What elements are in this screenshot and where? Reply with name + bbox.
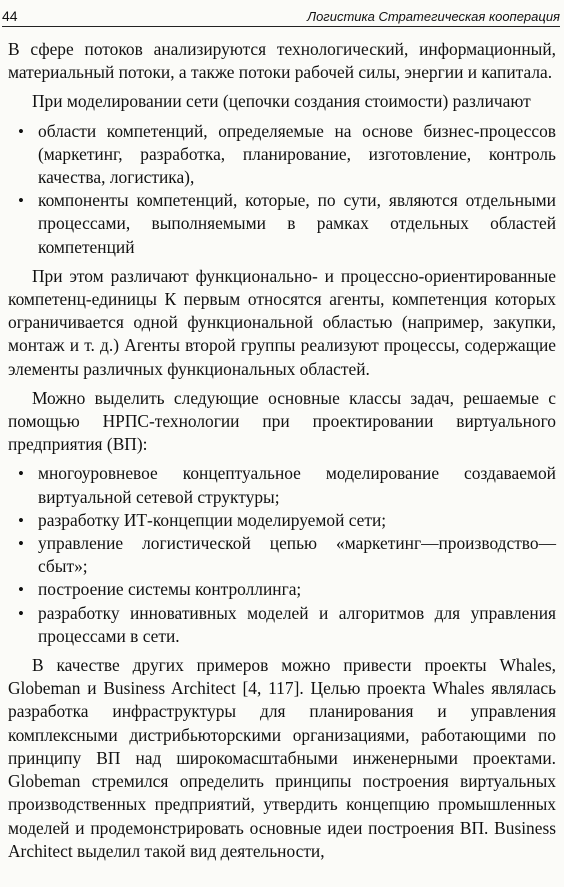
list-item: • управление логистической цепью «маркетинг—производство—сбыт»; <box>8 532 556 578</box>
paragraph: При моделировании сети (цепочки создания стоимости) различают <box>32 91 531 112</box>
paragraph: В сфере потоков анализируются технологический, информационный, материальный потоки, а также потоки рабочей силы, энергии и капитала. <box>8 39 556 83</box>
paragraph: В качестве других примеров можно привести проекты Whales, Globeman и Business Architect [4, 117]. Целью проекта Whales являлась разработка инфраструктуры для планирования и управления комплексными дистрибьюторскими организациями, работающими по принципу ВП над широкомасштабными инженерными проектами. Globeman стремился определить принципы построения виртуальных производственных предприятий, утвердить концепцию промышленных моделей и продемонстрировать основные идеи построения ВП. Business Architect выделил такой вид деятельности, <box>8 655 556 861</box>
list-item: • области компетенций, определяемые на основе бизнес-процессов (маркетинг, разработка, планирование, изготовление, контроль качества, логистика), <box>8 120 556 190</box>
list-item: • многоуровневое концептуальное моделирование создаваемой виртуальной сетевой структуры; <box>8 462 556 508</box>
body-text <box>8 38 556 869</box>
paragraph: Можно выделить следующие основные классы задач, решаемые с помощью НРПС-технологии при проектировании виртуального предприятия (ВП): <box>8 387 556 455</box>
page-number: 44 <box>2 8 18 24</box>
list-item: • разработку ИТ-концепции моделируемой сети; <box>8 509 556 532</box>
running-title: Логистика Стратегическая кооперация <box>307 9 560 24</box>
list-item: • построение системы контроллинга; <box>8 578 556 601</box>
paragraph: При этом различают функционально- и процессно-ориентированные компетенц-единицы К первым относятся агенты, компетенция которых ограничивается одной функциональной областью (например, закупки, монтаж и т. д.) Агенты второй группы реализуют процессы, содержащие элементы различных функциональных областей. <box>8 265 556 379</box>
list-item: • компоненты компетенций, которые, по сути, являются отдельными процессами, выполняемыми в рамках отдельных областей компетенций <box>8 189 556 259</box>
page-header <box>2 2 560 27</box>
bullet-list <box>8 120 556 259</box>
bullet-list <box>8 462 556 648</box>
list-item: • разработку инновативных моделей и алгоритмов для управления процессами в сети. <box>8 602 556 648</box>
